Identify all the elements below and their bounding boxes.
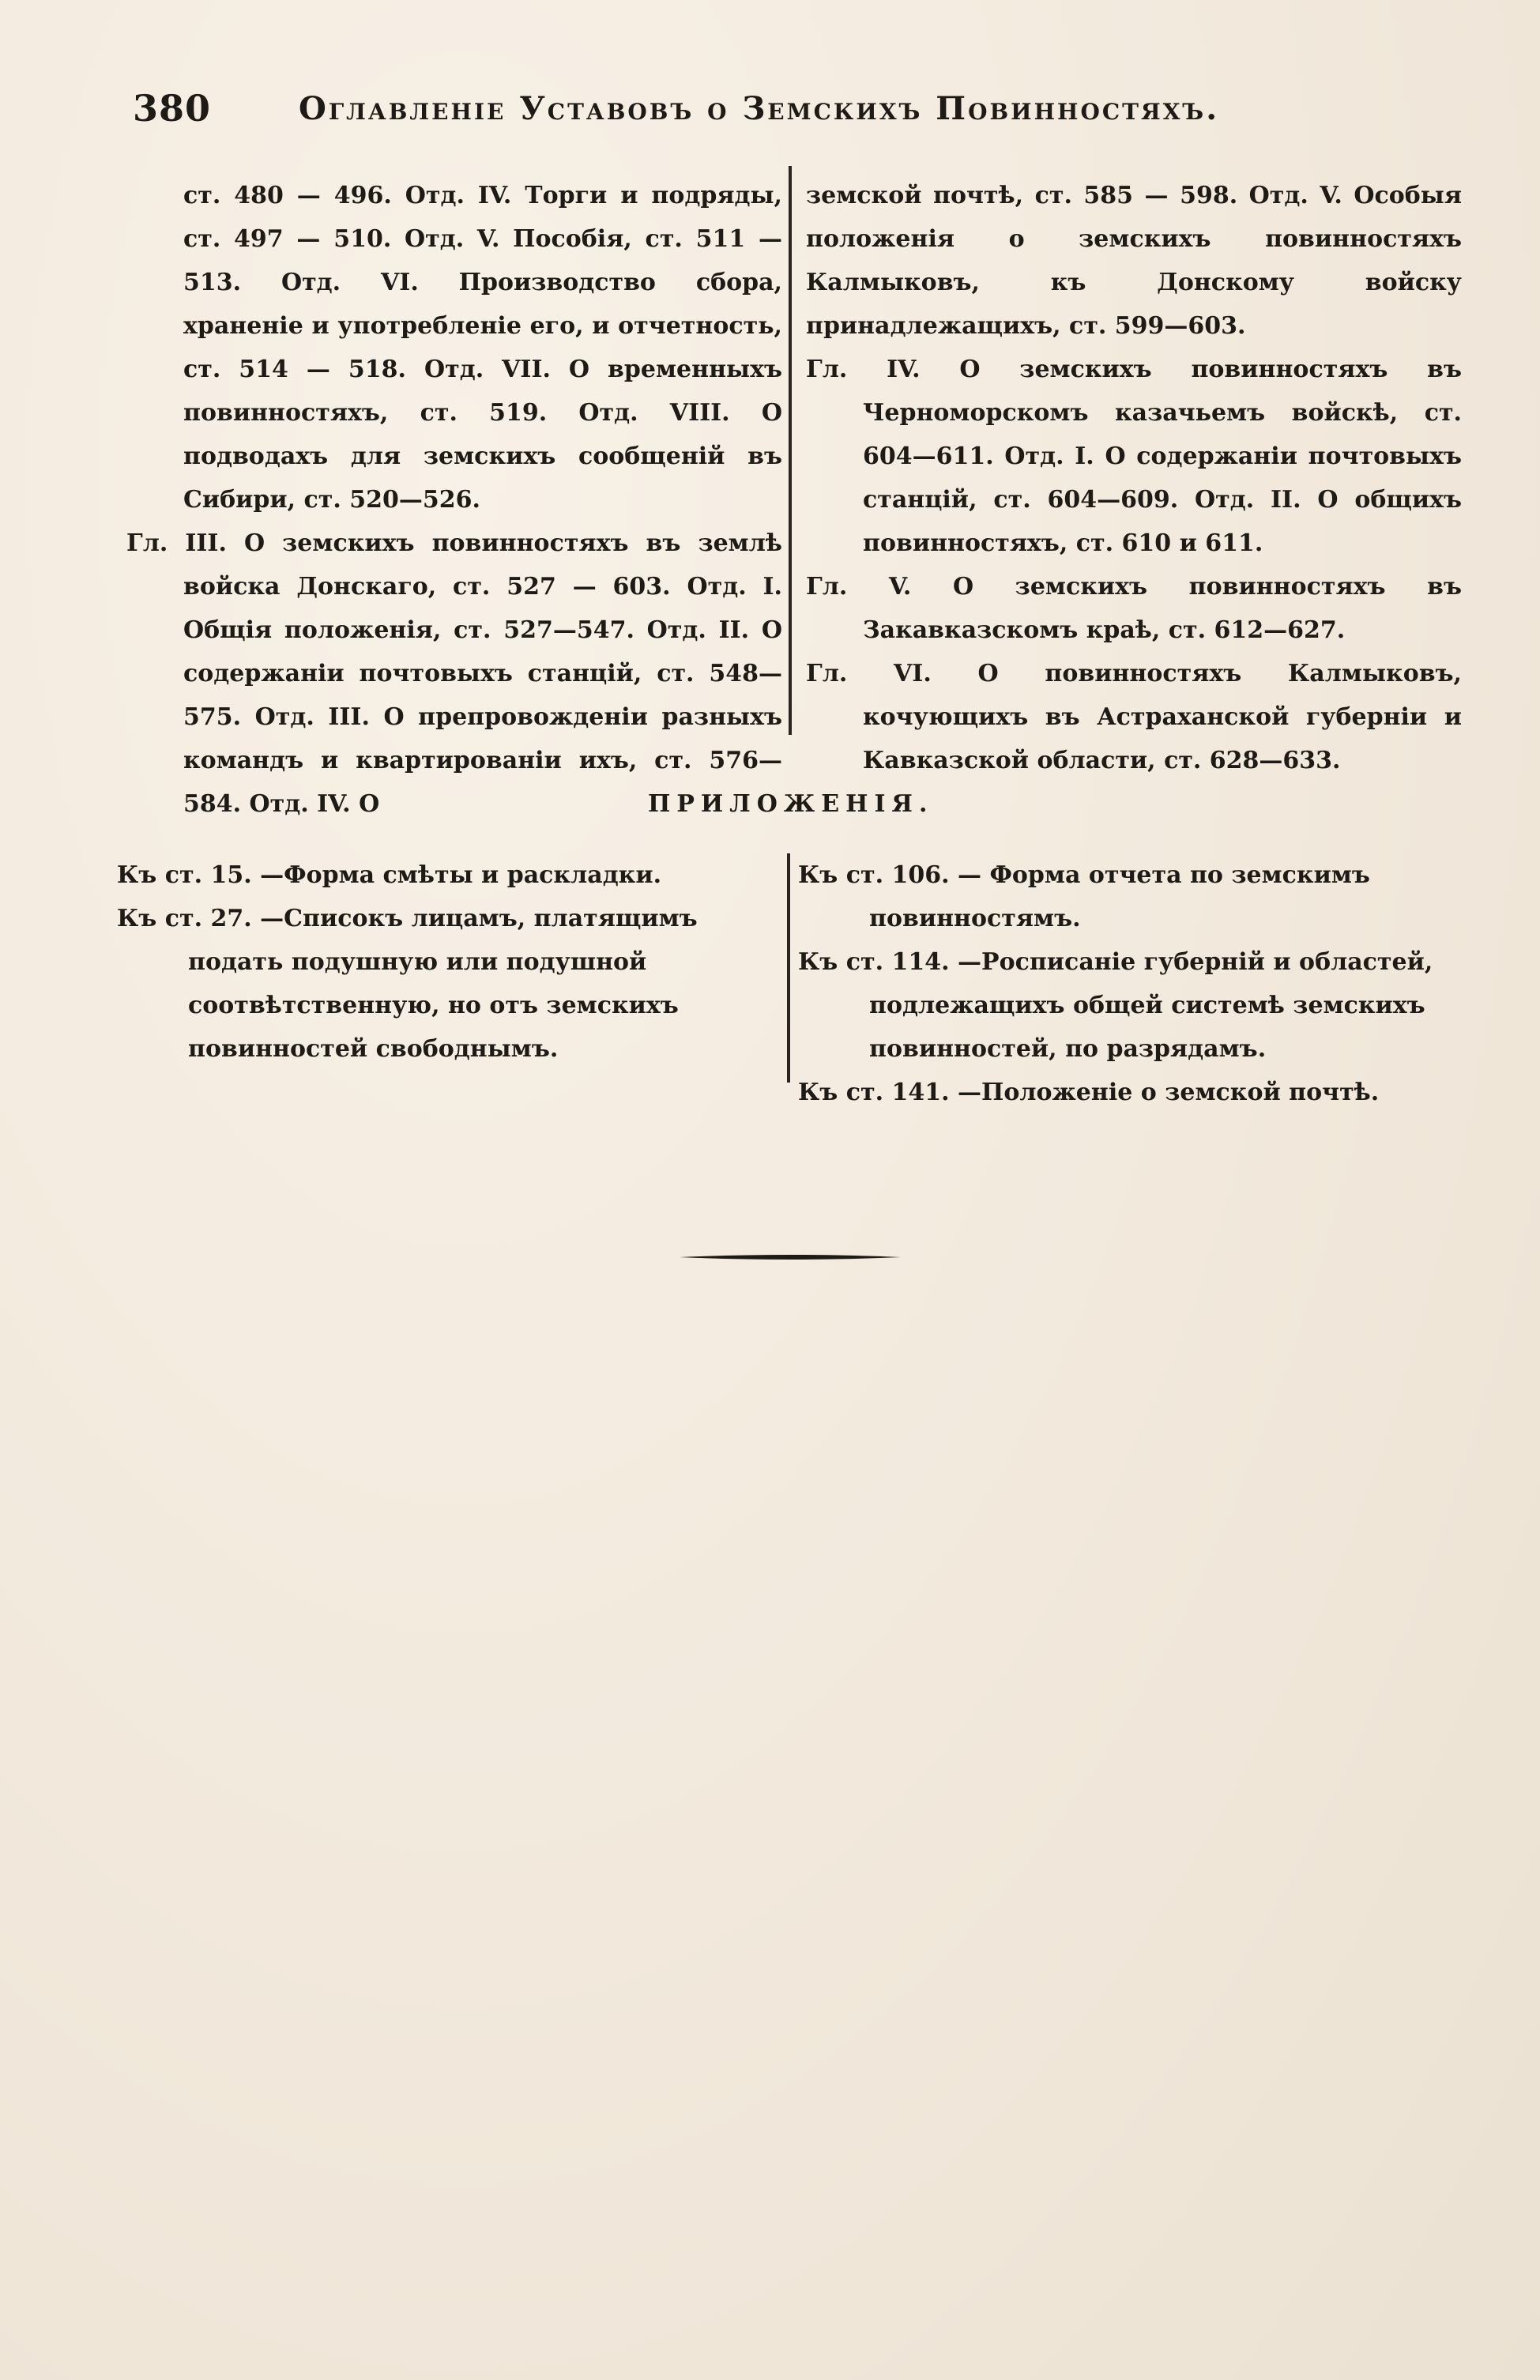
toc-entry [126,522,782,826]
appendix-entry [798,1071,1462,1114]
appendix-text: —Списокъ лицамъ, платящимъ подать подушную или подушной соотвѣтственную, но отъ земскихъ повинностей свободнымъ. [188,905,698,1063]
appendix-right-column [798,853,1462,1114]
page-header [133,87,1429,142]
appendix-label: Къ ст. 15. [117,861,252,889]
toc-entry-text: О земскихъ повинностяхъ въ Закавказскомъ краѣ, ст. 612—627. [863,573,1462,644]
appendix-label: Къ ст. 106. [798,861,950,889]
appendix-label: Къ ст. 27. [117,905,252,932]
toc-entry [806,565,1462,652]
toc-left-column [126,174,782,826]
end-rule-ornament [680,1253,901,1261]
end-rule-icon [680,1253,901,1261]
page-number: 380 [133,87,212,130]
appendix-text: —Росписаніе губерній и областей, подлежащихъ общей системѣ земскихъ повинностей, по разрядамъ. [869,948,1433,1063]
appendix-entry [117,853,781,897]
toc-entry-text: О земскихъ повинностяхъ въ землѣ войска Донскаго, ст. 527 — 603. Отд. I. Общія положенія, ст. 527—547. Отд. II. О содержаніи почтовыхъ станцій, ст. 548—575. Отд. III. О препровожденіи разныхъ командъ и квартированіи ихъ, ст. 576—584. Отд. IV. О [183,529,782,818]
toc-entry [806,174,1462,348]
chapter-label: Гл. IV. [806,356,921,383]
running-title: Оглавленiе Уставовъ о Земскихъ Повинностяхъ. [299,90,1220,127]
toc-entry [806,348,1462,565]
chapter-label: Гл. VI. [806,660,932,687]
appendix-label: Къ ст. 141. [798,1079,950,1106]
appendix-text: — Форма отчета по земскимъ повинностямъ. [869,861,1370,932]
appendix-entry [798,853,1462,940]
column-divider [789,166,792,735]
chapter-label: Гл. III. [126,529,227,557]
toc-entry-text: О повинностяхъ Калмыковъ, кочующихъ въ Астраханской губерніи и Кавказской области, ст. 628—633. [863,660,1463,774]
appendix-entry [117,897,781,1071]
appendix-heading: ПРИЛОЖЕНІЯ. [648,790,934,818]
appendix-label: Къ ст. 114. [798,948,950,976]
toc-entry [126,174,782,522]
appendix-left-column [117,853,781,1071]
toc-entry-text: земской почтѣ, ст. 585 — 598. Отд. V. Особыя положенія о земскихъ повинностяхъ Калмыковъ, къ Донскому войску принадлежащихъ, ст. 599—603. [806,182,1462,340]
toc-entry-text: ст. 480 — 496. Отд. IV. Торги и подряды, ст. 497 — 510. Отд. V. Пособія, ст. 511 — 513. Отд. VI. Производство сбора, храненіе и употребленіе его, и отчетность, ст. 514 — 518. Отд. VII. О временныхъ повинностяхъ, ст. 519. Отд. VIII. О подводахъ для земскихъ сообщеній въ Сибири, ст. 520—526. [183,182,782,514]
appendix-text: —Форма смѣты и раскладки. [260,861,662,889]
appendix-text: —Положеніе о земской почтѣ. [958,1079,1380,1106]
toc-right-column [806,174,1462,782]
toc-entry-text: О земскихъ повинностяхъ въ Черноморскомъ казачьемъ войскѣ, ст. 604—611. Отд. I. О содержаніи почтовыхъ станцій, ст. 604—609. Отд. II. О общихъ повинностяхъ, ст. 610 и 611. [863,356,1462,557]
chapter-label: Гл. V. [806,573,912,601]
appendix-entry [798,940,1462,1071]
toc-entry [806,652,1462,782]
appendix-column-divider [787,853,790,1083]
